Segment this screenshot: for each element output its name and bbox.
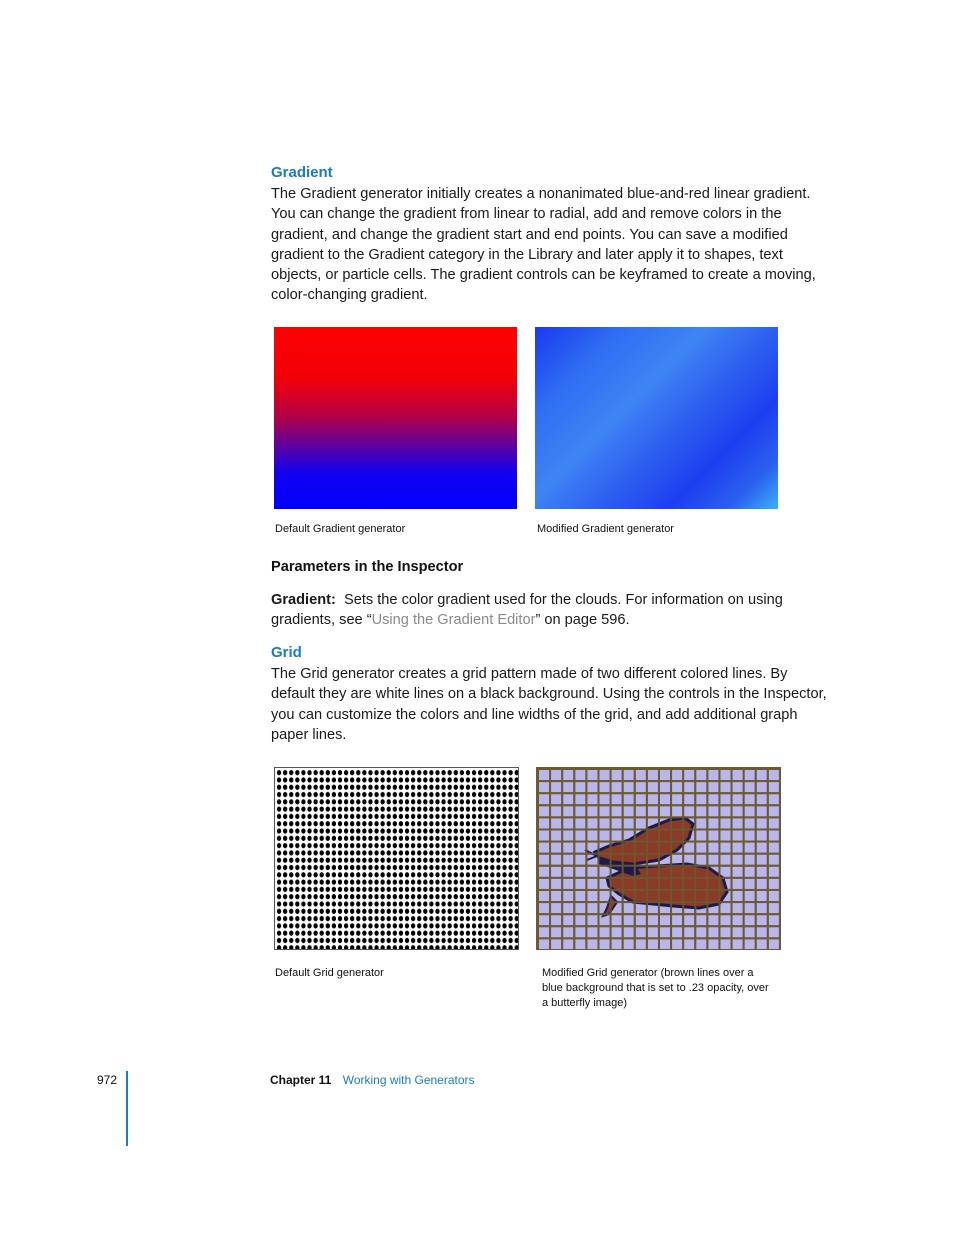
gradient-paragraph	[271, 184, 831, 306]
gradient-paragraph-line: You can change the gradient from linear to radial, add and remove colors in the	[271, 206, 782, 223]
grid-paragraph-line: paper lines.	[271, 726, 347, 743]
chapter-label: Chapter 11	[270, 1073, 332, 1087]
gradient-parameter-line-2	[271, 610, 831, 630]
modified-gradient-image	[535, 327, 778, 509]
gradient-parameter	[271, 590, 831, 631]
grid-paragraph-line: The Grid generator creates a grid pattern made of two different colored lines. By	[271, 666, 788, 682]
grid-heading: Grid	[271, 644, 302, 661]
gradient-parameter-line-1	[271, 590, 831, 610]
grid-paragraph	[271, 664, 831, 745]
modified-grid-caption-line: blue background that is set to .23 opacity, over	[542, 982, 769, 994]
parameter-description: Sets the color gradient used for the clouds. For information on using	[343, 592, 783, 608]
default-grid-caption: Default Grid generator	[275, 967, 384, 979]
butterfly-image	[537, 768, 780, 949]
parameter-name: Gradient:	[271, 592, 336, 608]
gradient-paragraph-line: gradient, and change the gradient start and end points. You can save a modified	[271, 226, 788, 243]
modified-grid-caption-line: Modified Grid generator (brown lines over a	[542, 967, 754, 979]
gradient-paragraph-line: The Gradient generator initially creates a nonanimated blue-and-red linear gradient.	[271, 186, 811, 202]
default-grid-image	[274, 767, 519, 950]
modified-gradient-caption: Modified Gradient generator	[537, 523, 674, 535]
gradient-paragraph-line: gradient to the Gradient category in the Library and later apply it to shapes, text	[271, 246, 783, 263]
modified-grid-image	[536, 767, 781, 950]
default-gradient-image	[274, 327, 517, 509]
grid-paragraph-line: you can customize the colors and line widths of the grid, and add additional graph	[271, 706, 798, 723]
footer-rule	[126, 1071, 128, 1146]
parameters-subhead: Parameters in the Inspector	[271, 559, 464, 575]
gradient-paragraph-line: objects, or particle cells. The gradient controls can be keyframed to create a moving,	[271, 267, 816, 284]
parameter-text-post: ” on page 596.	[535, 612, 630, 629]
grid-paragraph-line: default they are white lines on a black background. Using the controls in the Inspector,	[271, 686, 827, 703]
gradient-heading: Gradient	[271, 164, 333, 181]
footer-chapter	[270, 1073, 475, 1087]
modified-grid-caption	[542, 966, 802, 1011]
default-gradient-caption: Default Gradient generator	[275, 523, 406, 535]
gradient-editor-link[interactable]: Using the Gradient Editor	[371, 612, 536, 629]
gradient-paragraph-line: color-changing gradient.	[271, 287, 428, 304]
page-number: 972	[97, 1073, 118, 1087]
parameter-text-pre: gradients, see “	[271, 612, 372, 629]
modified-grid-caption-line: a butterfly image)	[542, 997, 627, 1009]
chapter-title-link[interactable]: Working with Generators	[342, 1073, 475, 1087]
